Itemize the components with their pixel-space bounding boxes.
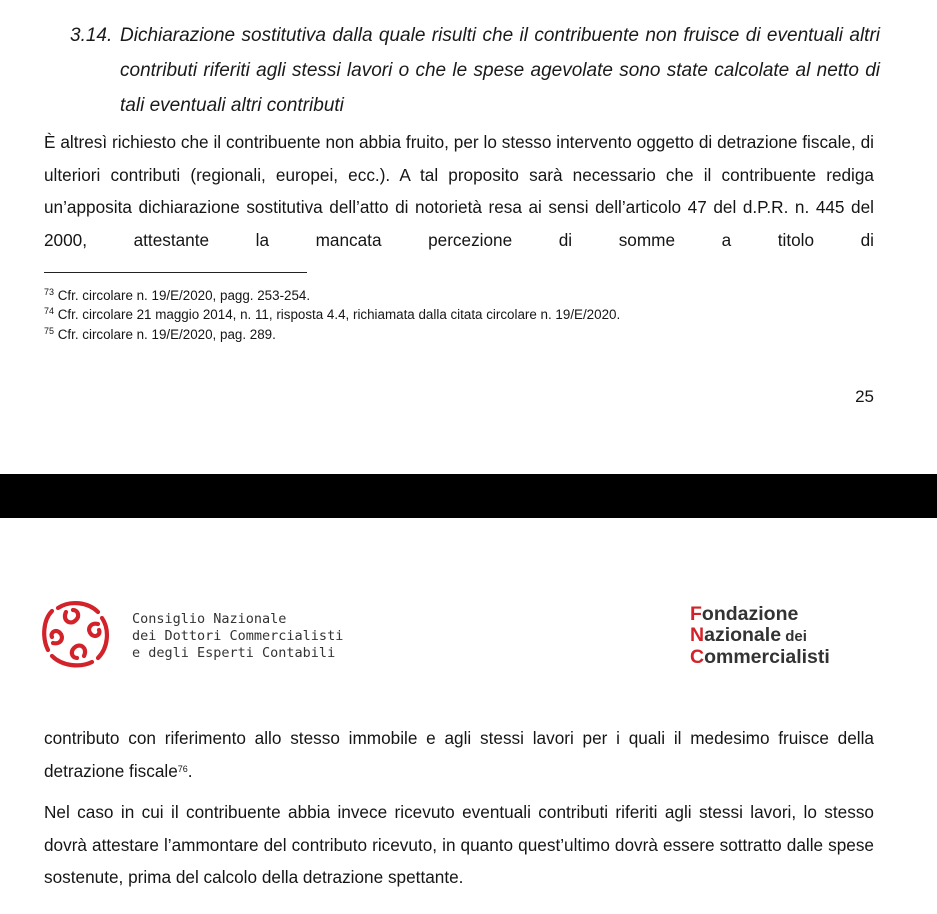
cndcec-name-line: dei Dottori Commercialisti [132, 628, 344, 644]
body-paragraph: È altresì richiesto che il contribuente non abbia fruito, per lo stesso intervento oggetto di detrazione fiscale, di ulteriori contributi (regionali, europei, ecc.). A tal proposito sarà necessario che il contribuente rediga un’apposita dichiarazione sostitutiva dell’atto di notorietà resa ai sensi dell’articolo 47 del d.P.R. n. 445 del 2000, attestante la mancata percezione di somme a titolo di [44, 132, 874, 250]
footnote-reference: 76 [177, 763, 188, 774]
footnote-text: Cfr. circolare n. 19/E/2020, pagg. 253-254. [54, 288, 311, 303]
footnote-divider [44, 272, 307, 273]
paragraph-text: contributo con riferimento allo stesso immobile e agli stessi lavori per i quali il medesimo fruisce della detrazione fiscale [44, 728, 874, 781]
footnote-mark: 74 [44, 306, 55, 316]
fnc-word: ommercialisti [704, 646, 830, 668]
cndcec-name-line: e degli Esperti Contabili [132, 645, 336, 661]
body-paragraph [44, 722, 874, 787]
cndcec-logo-icon [40, 598, 112, 670]
fnc-word: ondazione [701, 603, 799, 625]
footnote-text: Cfr. circolare 21 maggio 2014, n. 11, risposta 4.4, richiamata dalla citata circolare n. 19/E/2020. [54, 307, 621, 322]
footnote [44, 286, 904, 305]
fnc-word: azionale [704, 624, 782, 646]
fnc-initial: C [690, 646, 705, 668]
page-number: 25 [855, 387, 874, 406]
paragraph-end: . [187, 760, 193, 781]
fnc-word-dei: dei [781, 628, 807, 645]
body-paragraph: Nel caso in cui il contribuente abbia invece ricevuto eventuali contributi riferiti agli stessi lavori, lo stesso dovrà attestare l’ammontare del contributo ricevuto, in quanto quest’ultimo dovrà essere sottratto dalle spese sostenute, prima del calcolo della detrazione spettante. [44, 802, 874, 887]
section-title: Dichiarazione sostitutiva dalla quale risulti che il contribuente non fruisce di eventuali altri contributi riferiti agli stessi lavori o che le spese agevolate sono state calcolate al netto di tali eventuali altri contributi [120, 25, 880, 116]
fnc-initial: N [690, 624, 705, 646]
page-separator [0, 474, 937, 518]
cndcec-name [132, 611, 343, 662]
cndcec-name-line: Consiglio Nazionale [132, 611, 287, 627]
footnote [44, 325, 904, 344]
section-heading [70, 18, 880, 123]
footnote-mark: 75 [44, 326, 55, 336]
footnote-mark: 73 [44, 287, 55, 297]
footnote-text: Cfr. circolare n. 19/E/2020, pag. 289. [54, 327, 276, 342]
footnote [44, 305, 904, 324]
fnc-initial: F [690, 603, 702, 625]
section-number: 3.14. [70, 25, 113, 46]
fnc-logo [690, 604, 830, 668]
